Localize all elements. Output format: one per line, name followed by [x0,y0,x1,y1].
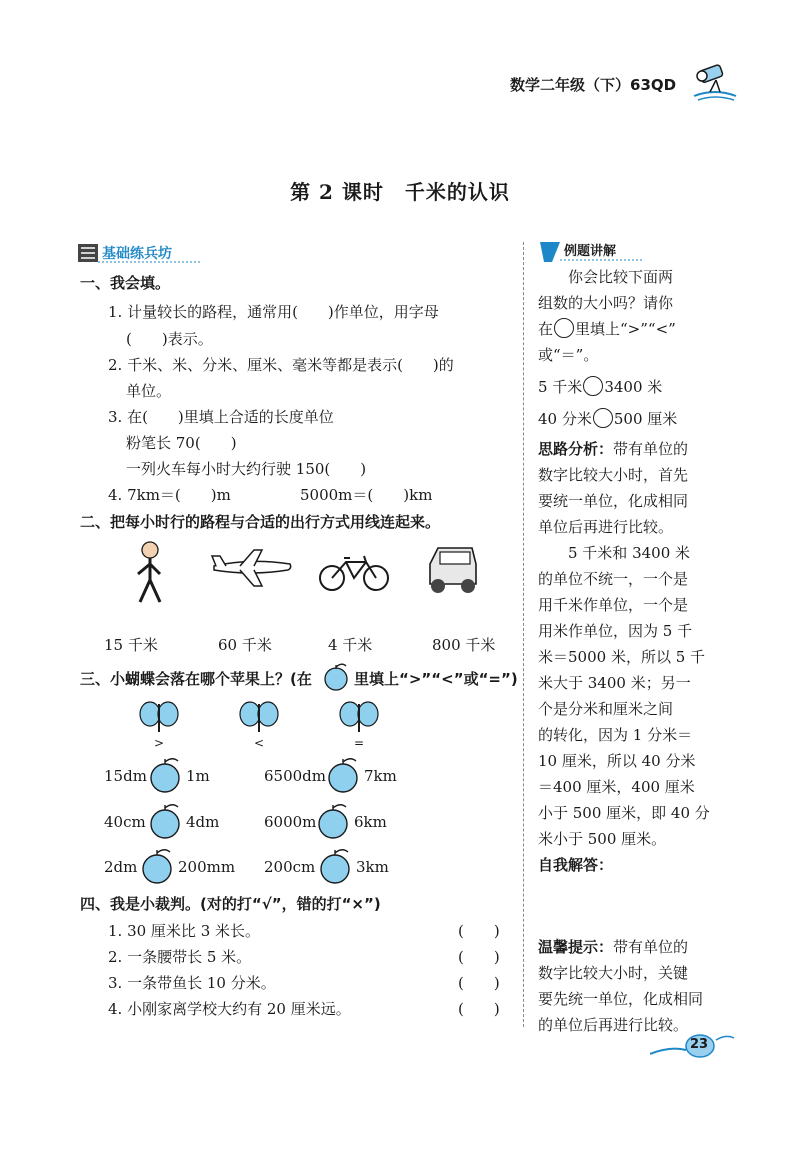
book-header: 数学二年级（下）63QD [510,76,677,94]
compare-left: 15dm [104,767,147,785]
analysis-text: 的转化，因为 1 分米＝ [538,726,693,744]
example-right: 500 厘米 [613,410,678,428]
tip-text: 的单位后再进行比较。 [538,1016,689,1034]
compare-left: 6500dm [264,767,326,785]
q1-item3: 3. 在( )里填上合适的长度单位 [108,408,334,426]
page-number-badge [650,1032,740,1062]
analysis-text: 数字比较大小时，首先 [538,466,689,484]
tip-text: 数字比较大小时，关键 [538,964,689,982]
airplane-icon [210,548,294,588]
side-text: 组数的大小吗？请你 [538,294,674,312]
side-text-line [538,316,738,342]
distance-label: 800 千米 [432,636,496,654]
side-text: 里填上“>”“<” [575,320,676,338]
section-banner [78,242,206,264]
example-left: 40 分米 [538,410,592,428]
analysis-text: 10 厘米，所以 40 分米 [538,752,696,770]
banner-label: 基础练兵坊 [102,246,172,262]
q1-item1-line2: ( )表示。 [126,330,213,348]
butterfly-sign: > [154,736,165,750]
compare-right: 1m [186,767,210,785]
q1-item3-a: 粉笔长 70( ) [126,434,237,452]
q4-heading: 四、我是小裁判。(对的打“√”，错的打“×”) [80,895,381,913]
butterfly-sign: = [354,736,365,750]
compare-right: 4dm [186,813,220,831]
analysis-text: 米小于 500 厘米。 [538,830,667,848]
compare-right: 7km [364,767,397,785]
analysis-text: 要统一单位，化成相同 [538,492,689,510]
example-left: 5 千米 [538,378,583,396]
apple-icon [326,756,360,794]
analysis-text: 小于 500 厘米，即 40 分 [538,804,710,822]
example-1 [538,374,738,400]
tip-text: 带有单位的 [613,938,689,956]
side-text: 你会比较下面两 [568,268,674,286]
analysis-text: 5 千米和 3400 米 [538,544,691,562]
answer-paren: ( ) [458,974,500,992]
compare-left: 6000m [264,813,317,831]
q4-item: 3. 一条带鱼长 10 分米。 [108,974,276,992]
analysis-text: 用米作单位，因为 5 千 [538,622,693,640]
q4-item: 2. 一条腰带长 5 米。 [108,948,252,966]
compare-left: 40cm [104,813,146,831]
analysis-label: 思路分析： [538,440,614,458]
q4-item: 4. 小刚家离学校大约有 20 厘米远。 [108,1000,351,1018]
distance-label: 4 千米 [328,636,373,654]
compare-circle [583,376,603,396]
q3-heading-a: 三、小蝴蝶会落在哪个苹果上？(在 [80,670,312,688]
compare-circle [554,318,574,338]
side-text: 在 [538,320,554,338]
walking-person-icon [128,540,172,608]
example-right: 3400 米 [604,378,663,396]
column-divider [523,242,524,1027]
q1-item1-line1: 1. 计量较长的路程，通常用( )作单位，用字母 [108,303,439,321]
side-text: 或“＝”。 [538,346,599,364]
q1-item2-line2: 单位。 [126,382,172,400]
answer-paren: ( ) [458,948,500,966]
page-title: 第 2 课时 千米的认识 [290,180,510,204]
compare-right: 3km [356,858,389,876]
telescope-icon [690,60,740,104]
distance-label: 15 千米 [104,636,158,654]
butterfly-icon [238,700,280,736]
q1-item2-line1: 2. 千米、米、分米、厘米、毫米等都是表示( )的 [108,356,454,374]
car-icon [424,542,480,596]
q1-heading: 一、我会填。 [80,274,171,292]
butterfly-sign: < [254,736,265,750]
q1-item4-a: 4. 7km＝( )m [108,486,231,504]
tip-text: 要先统一单位，化成相同 [538,990,704,1008]
example-2 [538,406,738,432]
example-title: 例题讲解 [564,244,617,259]
butterfly-icon [138,700,180,736]
apple-icon [322,662,350,692]
compare-left: 200cm [264,858,316,876]
answer-paren: ( ) [458,922,500,940]
compare-right: 200mm [178,858,236,876]
compare-circle [593,408,613,428]
apple-icon [148,802,182,840]
apple-icon [140,847,174,885]
tip-line [538,934,738,960]
analysis-text: 用千米作单位，一个是 [538,596,689,614]
apple-icon [316,802,350,840]
analysis-text: 个是分米和厘米之间 [538,700,674,718]
apple-icon [148,756,182,794]
analysis-line [538,436,738,462]
q3-heading-b: 里填上“>”“<”或“=”) [354,670,518,688]
q1-item4-b: 5000m＝( )km [300,486,433,504]
tip-label: 温馨提示： [538,938,614,956]
answer-paren: ( ) [458,1000,500,1018]
analysis-text: 的单位不统一，一个是 [538,570,689,588]
analysis-text: 米＝5000 米，所以 5 千 [538,648,706,666]
q1-item3-b: 一列火车每小时大约行驶 150( ) [126,460,367,478]
analysis-text: 米大于 3400 米；另一 [538,674,691,692]
self-answer-label: 自我解答： [538,856,614,874]
analysis-text: 带有单位的 [613,440,689,458]
apple-icon [318,847,352,885]
page-number: 23 [690,1037,709,1052]
q4-item: 1. 30 厘米比 3 米长。 [108,922,261,940]
q2-heading: 二、把每小时行的路程与合适的出行方式用线连起来。 [80,513,441,531]
analysis-text: 单位后再进行比较。 [538,518,674,536]
compare-left: 2dm [104,858,138,876]
compare-right: 6km [354,813,387,831]
distance-label: 60 千米 [218,636,272,654]
bicycle-icon [318,552,390,592]
butterfly-icon [338,700,380,736]
analysis-text: ＝400 厘米，400 厘米 [538,778,695,796]
